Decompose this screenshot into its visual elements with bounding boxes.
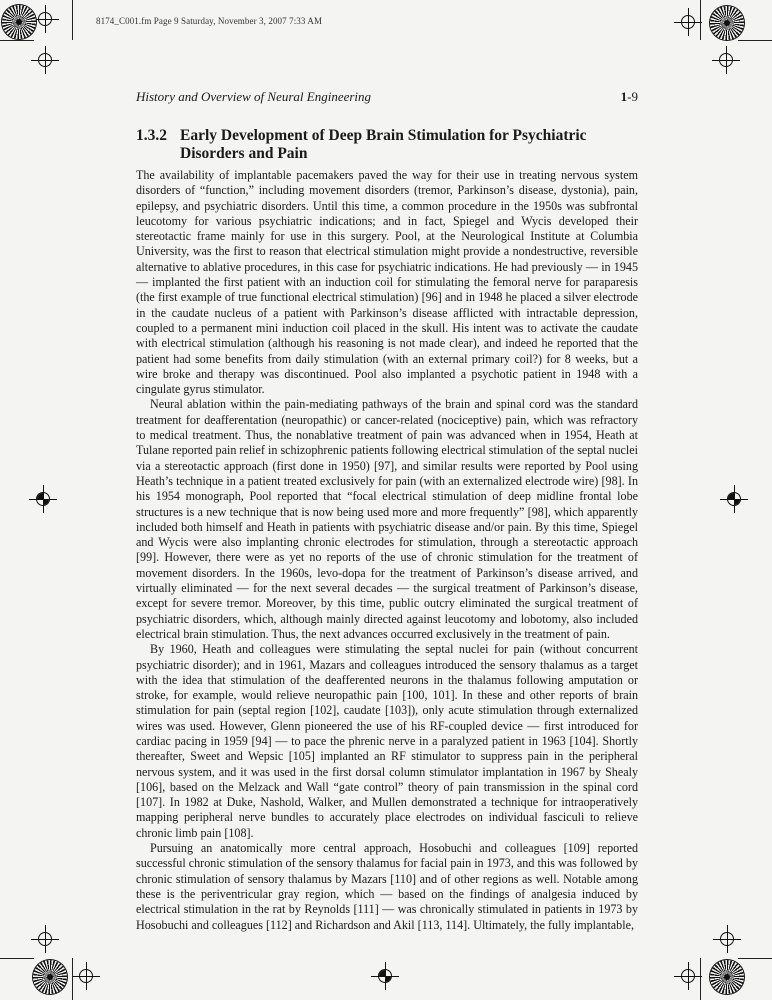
star-target-top-right [710, 6, 744, 40]
running-header-title: History and Overview of Neural Engineering [136, 89, 372, 104]
paragraph: The availability of implantable pacemakers paved the way for their use in treating nervous system disorders of “function,” including movement disorders (tremor, Parkinson’s disease, dystonia), pain, epilepsy, and psychiatric disorders. Until this time, a common procedure in the 1950s was subfrontal leucotomy for various psychiatric indications; and in fact, Spiegel and Wycis developed their stereotactic frame mainly for use in this surgery. Pool, at the Neurological Institute at Columbia University, was the first to reason that electrical stimulation might provide a nondestructive, reversible alternative to ablative procedures, in this case for psychiatric indications. He had previously — in 1945 — implanted the first patient with an induction coil for stimulating the femoral nerve for paraparesis (the first example of true functional electrical stimulation) [96] and in 1948 he placed a silver electrode in the caudate nucleus of a patient with Parkinson’s disease afflicted with intractable depression, coupled to a permanent mini induction coil placed in the skull. His intent was to activate the caudate with electrical stimulation (although his reasoning is not made clear), and indeed he reported that the patient had some benefits from daily stimulation (with an external primary coil?) for 8 weeks, but a wire broke and therapy was discontinued. Pool also implanted a psychotic patient in 1948 with a cingulate gyrus stimulator. [136, 168, 638, 397]
crop-mark [72, 958, 73, 1000]
section-heading [136, 127, 646, 163]
body-text [136, 168, 638, 933]
registration-mark-right-middle [720, 485, 748, 513]
crop-mark [0, 958, 34, 959]
registration-mark-left-upper [31, 46, 59, 74]
star-target-bottom-left [33, 960, 67, 994]
paragraph: Pursuing an anatomically more central approach, Hosobuchi and colleagues [109] reported successful chronic stimulation of the sensory thalamus for facial pain in 1973, and this was followed by chronic stimulation of sensory thalamus by Mazars [110] and of other regions as well. Notable among these is the periventricular gray region, which — based on the findings of analgesia induced by electrical stimulation in the rat by Reynolds [111] — was chronically stimulated in patients in 1973 by Hosobuchi and colleagues [112] and Richardson and Akil [113, 114]. Ultimately, the fully implantable, [136, 841, 638, 932]
registration-mark-right-lower [713, 925, 741, 953]
section-number: 1.3.2 [136, 127, 167, 144]
registration-mark-top-right [674, 8, 702, 36]
crop-mark [72, 0, 73, 40]
registration-mark-left-lower [31, 925, 59, 953]
page-num: 9 [631, 89, 638, 104]
registration-mark-left-middle [29, 485, 57, 513]
star-target-top-left [2, 5, 36, 39]
printer-slug: 8174_C001.fm Page 9 Saturday, November 3, 2007 7:33 AM [96, 16, 323, 26]
paragraph: Neural ablation within the pain-mediating pathways of the brain and spinal cord was the standard treatment for deafferentation (neuropathic) or cancer-related (nociceptive) pain, which was refractory to medical treatment. Thus, the nonablative treatment of pain was advanced when in 1954, Heath at Tulane reported pain relief in schizophrenic patients following electrical stimulation of the septal nuclei via a stereotactic approach (first done in 1950) [97], and similar results were reported by Pool using Heath’s technique in a patient treated exclusively for pain (with an externalized electrode wire) [98]. In his 1954 monograph, Pool reported that “focal electrical stimulation of deep midline frontal lobe structures is a new technique that is now being used more and more frequently” [98], which apparently included both himself and Heath in patients with psychiatric disease and/or pain. By this time, Spiegel and Wycis were also implanting chronic electrodes for stimulation, through a stereotactic approach [99]. However, there were as yet no reports of the use of chronic stimulation for the treatment of movement disorders. In the 1960s, levo-dopa for the treatment of Parkinson’s disease arrived, and virtually eliminated — for the next several decades — the surgical treatment of Parkinson’s disease, except for severe tremor. Moreover, by this time, public outcry eliminated the surgical treatment of psychiatric disorders, which, although mainly directed against leucotomy and lobotomy, also included electrical brain stimulation. Thus, the next advances occurred exclusively in the treatment of pain. [136, 397, 638, 641]
page-separator: - [627, 89, 632, 104]
crop-mark [0, 40, 34, 41]
page-number [621, 89, 638, 105]
registration-mark-bottom-center [371, 962, 399, 990]
crop-mark [738, 40, 772, 41]
star-target-bottom-right [710, 960, 744, 994]
running-header [136, 89, 638, 105]
registration-mark-bottom-left [72, 962, 100, 990]
section-title: Early Development of Deep Brain Stimulation for Psychiatric Disorders and Pain [180, 127, 587, 162]
paragraph: By 1960, Heath and colleagues were stimulating the septal nuclei for pain (without concurrent psychiatric disorder); and in 1961, Mazars and colleagues introduced the sensory thalamus as a target with the idea that stimulation of the deafferented neurons in the thalamus following amputation or stroke, for example, would relieve neuropathic pain [100, 101]. In these and other reports of brain stimulation for pain (septal region [102], caudate [103]), only acute stimulation through externalized wires was used. However, Glenn pioneered the use of his RF-coupled device — first introduced for cardiac pacing in 1959 [94] — to pace the phrenic nerve in a paralyzed patient in 1963 [104]. Shortly thereafter, Sweet and Wepsic [105] implanted an RF stimulator to suppress pain in the peripheral nervous system, and it was used in the first dorsal column stimulator implantation in 1967 by Shealy [106], based on the Melzack and Wall “gate control” theory of pain transmission in the spinal cord [107]. In 1982 at Duke, Nashold, Walker, and Mullen demonstrated a technique for intraoperatively mapping peripheral nerve bundles to accurately place electrodes on individual fasciculi to relieve chronic limb pain [108]. [136, 642, 638, 840]
registration-mark-bottom-right [674, 962, 702, 990]
crop-mark [700, 0, 701, 40]
page-chapter: 1 [620, 89, 628, 104]
crop-mark [738, 958, 772, 959]
registration-mark-right-upper [712, 46, 740, 74]
crop-mark [700, 958, 701, 1000]
